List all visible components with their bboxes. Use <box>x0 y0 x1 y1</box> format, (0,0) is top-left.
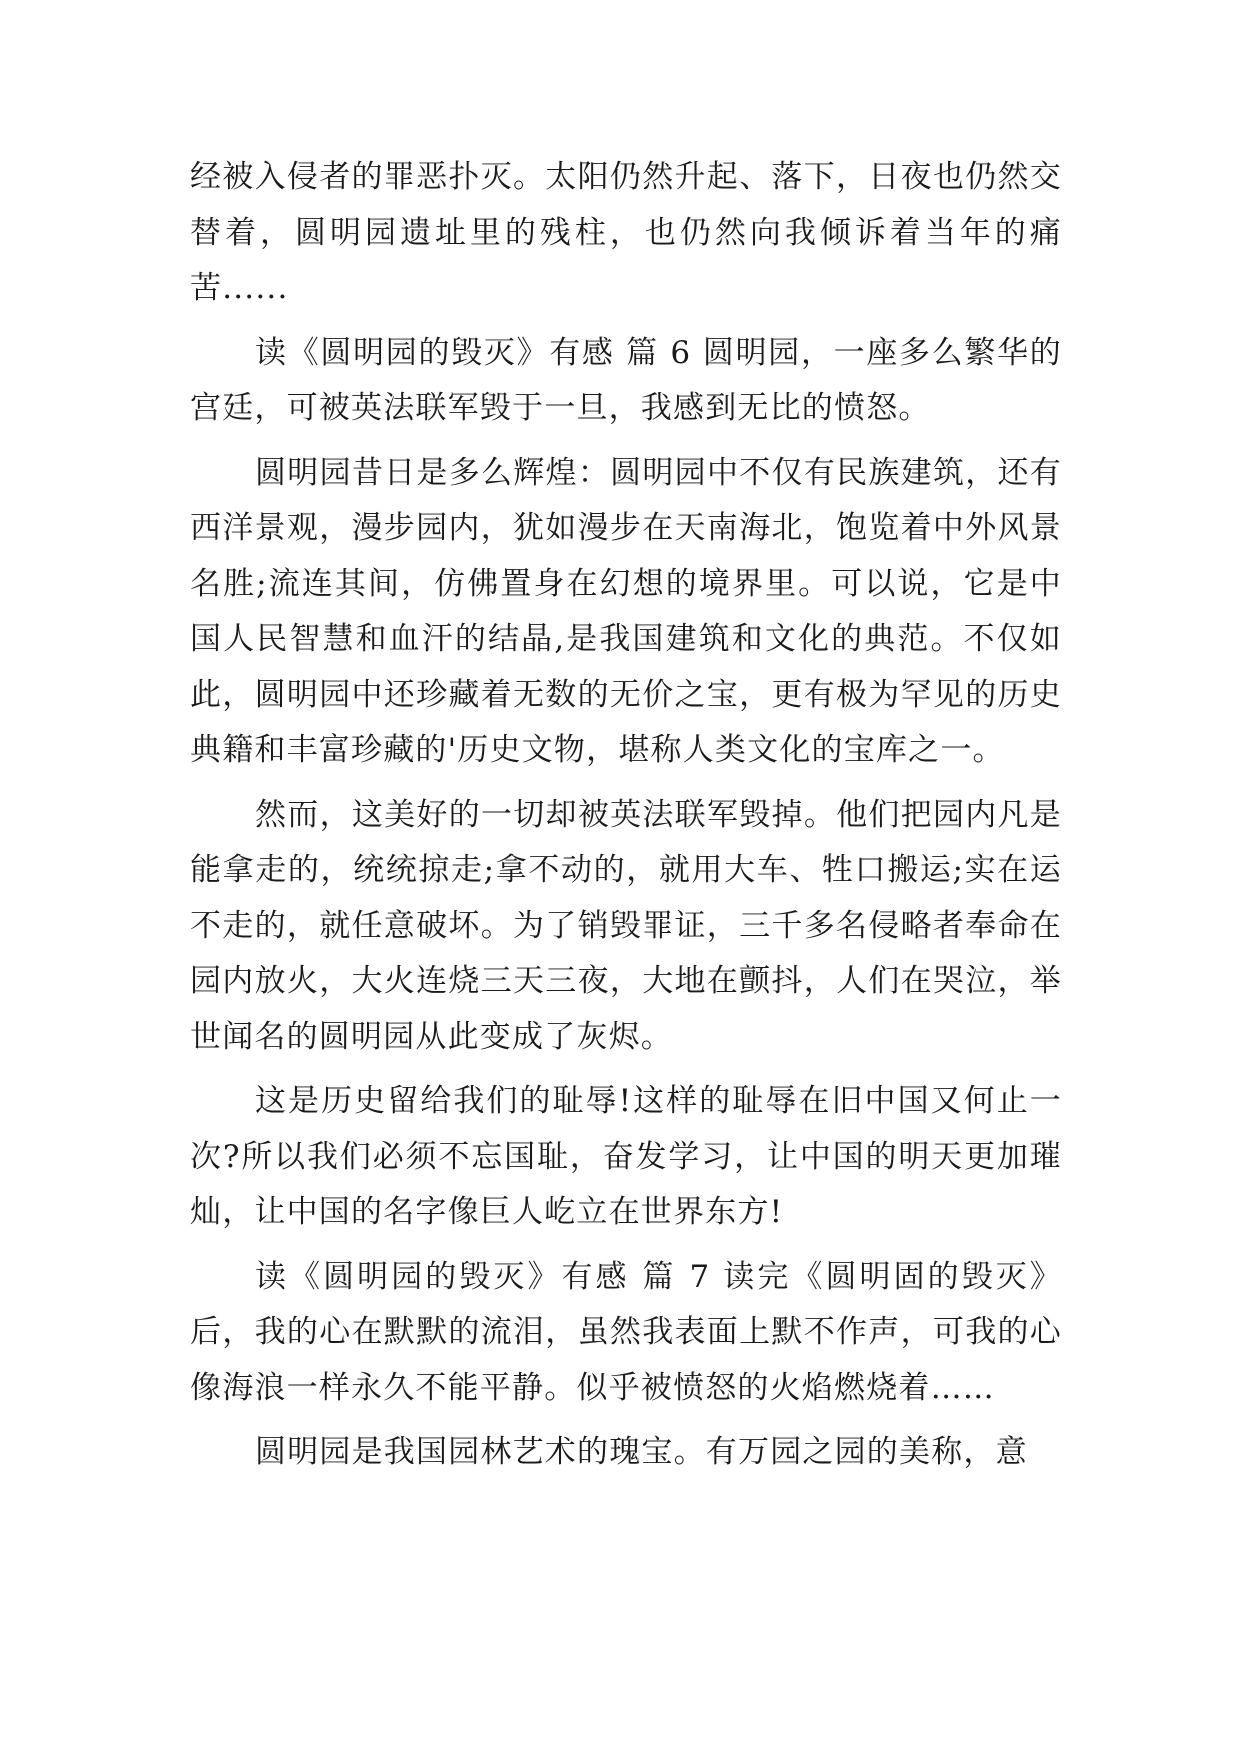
paragraph-1: 经被入侵者的罪恶扑灭。太阳仍然升起、落下，日夜也仍然交替着，圆明园遗址里的残柱，也仍然向我倾诉着当年的痛苦...... <box>190 159 1062 306</box>
paragraph-5: 这是历史留给我们的耻辱!这样的耻辱在旧中国又何止一次?所以我们必须不忘国耻，奋发学习，让中国的明天更加璀灿，让中国的名字像巨人屹立在世界东方! <box>190 1083 1062 1230</box>
paragraph-4: 然而，这美好的一切却被英法联军毁掉。他们把园内凡是能拿走的，统统掠走;拿不动的，就用大车、牲口搬运;实在运不走的，就任意破坏。为了销毁罪证，三千多名侵略者奉命在园内放火，大火连烧三天三夜，大地在颤抖，人们在哭泣，举世闻名的圆明园从此变成了灰烬。 <box>190 796 1062 1055</box>
paragraph-3: 圆明园昔日是多么辉煌：圆明园中不仅有民族建筑，还有西洋景观，漫步园内，犹如漫步在天南海北，饱览着中外风景名胜;流连其间，仿佛置身在幻想的境界里。可以说，它是中国人民智慧和血汗的结晶,是我国建筑和文化的典范。不仅如此，圆明园中还珍藏着无数的无价之宝，更有极为罕见的历史典籍和丰富珍藏的'历史文物，堪称人类文化的宝库之一。 <box>190 454 1062 768</box>
paragraph-6: 读《圆明园的毁灭》有感 篇 7 读完《圆明固的毁灭》后，我的心在默默的流泪，虽然我表面上默不作声，可我的心像海浪一样永久不能平静。似乎被愤怒的火焰燃烧着…… <box>190 1258 1062 1406</box>
paragraph-2: 读《圆明园的毁灭》有感 篇 6 圆明园，一座多么繁华的宫廷，可被英法联军毁于一旦，我感到无比的愤怒。 <box>190 334 1062 426</box>
document-page <box>190 150 1062 1490</box>
paragraph-7: 圆明园是我国园林艺术的瑰宝。有万园之园的美称，意 <box>255 1434 1028 1470</box>
